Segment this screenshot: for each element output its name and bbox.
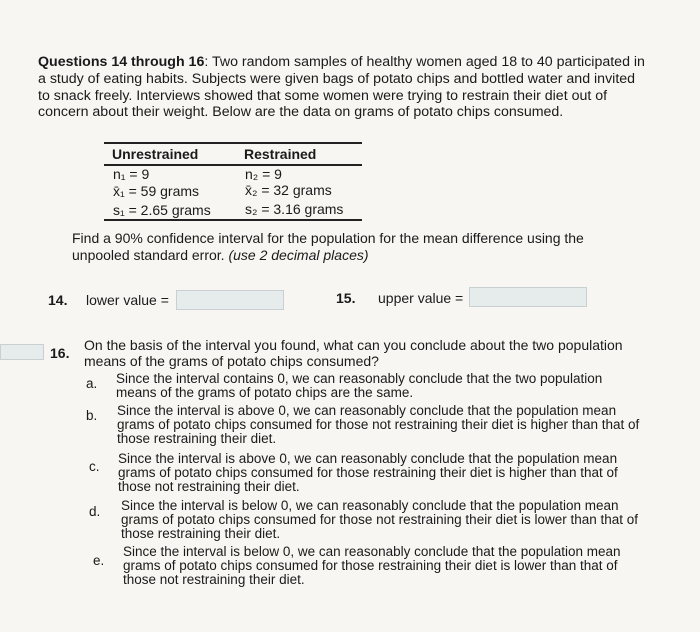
option-b-text[interactable]: Since the interval is above 0, we can reasonably conclude that the population mean grams of potato chips consumed for those not restraining their diet is higher than that of those restraining their diet. — [117, 403, 640, 447]
intro-lead: Questions 14 through 16 — [38, 54, 205, 70]
q16-answer-blank[interactable] — [0, 344, 44, 360]
intro-paragraph — [38, 54, 650, 121]
option-b-letter: b. — [86, 408, 98, 423]
option-c-letter: c. — [89, 459, 100, 474]
table-bottom-rule — [104, 219, 362, 221]
instructions-hint: (use 2 decimal places) — [228, 247, 369, 263]
option-e-text[interactable]: Since the interval is below 0, we can reasonably conclude that the population mean grams of potato chips consumed for those restraining their diet is lower than that of those not restraining their diet. — [123, 544, 621, 588]
col1-header: Unrestrained — [112, 146, 199, 162]
q14-number: 14. — [48, 292, 68, 308]
q14-answer-input[interactable] — [176, 290, 284, 310]
col2-row-mean: x̄₂ = 32 grams — [245, 182, 332, 198]
col1-row-n: n₁ = 9 — [113, 166, 150, 182]
q16-question: On the basis of the interval you found, what can you conclude about the two population means of the grams of potato chips consumed? — [84, 337, 623, 369]
q14-label: lower value = — [86, 292, 169, 308]
instructions-text: Find a 90% confidence interval for the population for the mean difference using the unpooled standard error. — [72, 230, 584, 263]
option-d-letter: d. — [89, 504, 101, 519]
col1-row-mean: x̄₁ = 59 grams — [113, 183, 200, 199]
q15-number: 15. — [336, 290, 356, 306]
instructions — [72, 230, 632, 264]
col2-row-sd: s₂ = 3.16 grams — [245, 201, 344, 217]
q16-number: 16. — [50, 345, 70, 361]
col2-header: Restrained — [244, 146, 317, 162]
option-a-letter: a. — [86, 376, 98, 391]
q15-label: upper value = — [378, 290, 464, 306]
col1-row-sd: s₁ = 2.65 grams — [113, 202, 211, 218]
table-top-rule — [104, 142, 362, 144]
col2-row-n: n₂ = 9 — [245, 166, 282, 182]
option-d-text[interactable]: Since the interval is below 0, we can reasonably conclude that the population mean grams of potato chips consumed for those not restraining their diet is lower than that of those restraining their diet. — [121, 498, 639, 542]
option-c-text[interactable]: Since the interval is above 0, we can reasonably conclude that the population mean grams of potato chips consumed for those restraining their diet is higher than that of those not restraining their diet. — [118, 451, 618, 495]
intro-body: : Two random samples of healthy women aged 18 to 40 participated in a study of eating habits. Subjects were given bags of potato chips and bottled water and invited to snack freely. Interviews showed that some women were trying to restrain their diet out of concern about their weight. Below are the data on grams of potato chips consumed. — [38, 54, 645, 121]
option-e-letter: e. — [93, 553, 105, 568]
option-a-text[interactable]: Since the interval contains 0, we can reasonably conclude that the two population means of the grams of potato chips are the same. — [116, 371, 603, 401]
q15-answer-input[interactable] — [469, 287, 587, 307]
